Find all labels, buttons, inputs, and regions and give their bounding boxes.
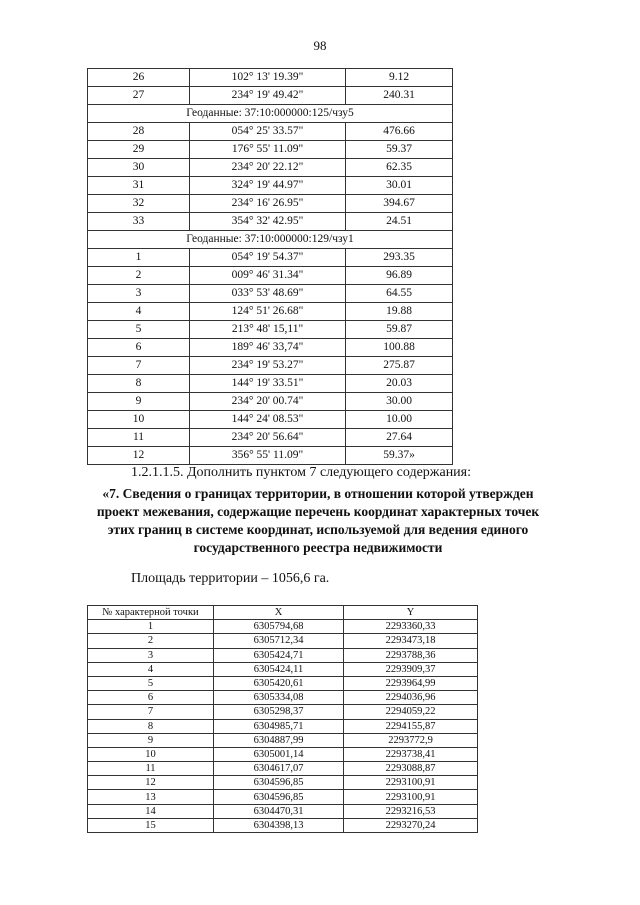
bearing: 234° 20' 22.12" [190, 159, 346, 177]
x-coordinate: 6305001,14 [214, 747, 344, 761]
x-coordinate: 6305334,08 [214, 691, 344, 705]
table-row [88, 762, 478, 776]
point-number: 7 [88, 705, 214, 719]
bearing: 033° 53' 48.69" [190, 285, 346, 303]
table-row [88, 705, 478, 719]
table-row [88, 648, 478, 662]
table-row [88, 177, 453, 195]
table-row [88, 375, 453, 393]
distance: 59.37 [346, 141, 453, 159]
point-number: 15 [88, 818, 214, 832]
distance: 293.35 [346, 249, 453, 267]
table-row [88, 159, 453, 177]
table-row [88, 285, 453, 303]
table-row [88, 719, 478, 733]
distance: 10.00 [346, 411, 453, 429]
area-text: Площадь территории – 1056,6 га. [131, 571, 330, 586]
distance: 30.01 [346, 177, 453, 195]
x-coordinate: 6304596,85 [214, 790, 344, 804]
x-coordinate: 6304617,07 [214, 762, 344, 776]
x-coordinate: 6305712,34 [214, 634, 344, 648]
point-number: 11 [88, 762, 214, 776]
bearing: 009° 46' 31.34" [190, 267, 346, 285]
x-coordinate: 6305424,11 [214, 662, 344, 676]
table-row [88, 195, 453, 213]
distance: 476.66 [346, 123, 453, 141]
point-number: 33 [88, 213, 190, 231]
table-row [88, 676, 478, 690]
column-header: Y [344, 606, 478, 620]
table-row [88, 733, 478, 747]
y-coordinate: 2293100,91 [344, 776, 478, 790]
point-number: 5 [88, 676, 214, 690]
bearing: 356° 55' 11.09" [190, 447, 346, 465]
table-row [88, 321, 453, 339]
distance: 24.51 [346, 213, 453, 231]
point-number: 1 [88, 620, 214, 634]
bearing: 354° 32' 42.95" [190, 213, 346, 231]
point-number: 8 [88, 719, 214, 733]
bearing: 234° 20' 00.74" [190, 393, 346, 411]
point-number: 26 [88, 69, 190, 87]
bearing: 234° 16' 26.95" [190, 195, 346, 213]
distance: 20.03 [346, 375, 453, 393]
bearing-distance-table [87, 68, 453, 465]
y-coordinate: 2293270,24 [344, 818, 478, 832]
distance: 275.87 [346, 357, 453, 375]
table-row [88, 339, 453, 357]
point-number: 29 [88, 141, 190, 159]
distance: 19.88 [346, 303, 453, 321]
distance: 64.55 [346, 285, 453, 303]
bearing: 189° 46' 33,74" [190, 339, 346, 357]
table-row [88, 141, 453, 159]
point-number: 2 [88, 267, 190, 285]
table-row [88, 357, 453, 375]
table-row [88, 429, 453, 447]
geodata-label: Геоданные: 37:10:000000:125/чзу5 [88, 105, 453, 123]
bearing: 176° 55' 11.09" [190, 141, 346, 159]
section-heading: «7. Сведения о границах территории, в отношении которой утвержден проект межевания, содержащие перечень координат характерных точек этих границ в системе координат, используемой для ведения единого государственного реестра недвижимости [96, 486, 540, 555]
point-number: 12 [88, 447, 190, 465]
point-number: 13 [88, 790, 214, 804]
point-number: 1 [88, 249, 190, 267]
coordinates-table [87, 605, 478, 833]
table-row [88, 818, 478, 832]
x-coordinate: 6304470,31 [214, 804, 344, 818]
distance: 240.31 [346, 87, 453, 105]
table-row [88, 776, 478, 790]
y-coordinate: 2293909,37 [344, 662, 478, 676]
point-number: 30 [88, 159, 190, 177]
distance: 100.88 [346, 339, 453, 357]
table-row [88, 69, 453, 87]
point-number: 32 [88, 195, 190, 213]
point-number: 9 [88, 733, 214, 747]
table-row [88, 87, 453, 105]
distance: 59.37» [346, 447, 453, 465]
point-number: 12 [88, 776, 214, 790]
x-coordinate: 6305298,37 [214, 705, 344, 719]
x-coordinate: 6304398,13 [214, 818, 344, 832]
y-coordinate: 2293738,41 [344, 747, 478, 761]
point-number: 3 [88, 648, 214, 662]
point-number: 2 [88, 634, 214, 648]
group-header-row [88, 231, 453, 249]
table-row [88, 634, 478, 648]
bearing: 102° 13' 19.39" [190, 69, 346, 87]
group-header-row [88, 105, 453, 123]
y-coordinate: 2293772,9 [344, 733, 478, 747]
x-coordinate: 6305794,68 [214, 620, 344, 634]
y-coordinate: 2294155,87 [344, 719, 478, 733]
table-row [88, 411, 453, 429]
distance: 27.64 [346, 429, 453, 447]
point-number: 7 [88, 357, 190, 375]
point-number: 8 [88, 375, 190, 393]
point-number: 14 [88, 804, 214, 818]
point-number: 11 [88, 429, 190, 447]
table-row [88, 393, 453, 411]
table-row [88, 303, 453, 321]
distance: 96.89 [346, 267, 453, 285]
x-coordinate: 6304985,71 [214, 719, 344, 733]
table-row [88, 662, 478, 676]
table-row [88, 747, 478, 761]
page-number: 98 [313, 38, 327, 53]
y-coordinate: 2293360,33 [344, 620, 478, 634]
table-row [88, 123, 453, 141]
bearing: 324° 19' 44.97" [190, 177, 346, 195]
point-number: 28 [88, 123, 190, 141]
distance: 59.87 [346, 321, 453, 339]
x-coordinate: 6304596,85 [214, 776, 344, 790]
distance: 9.12 [346, 69, 453, 87]
y-coordinate: 2293788,36 [344, 648, 478, 662]
point-number: 10 [88, 411, 190, 429]
y-coordinate: 2293100,91 [344, 790, 478, 804]
point-number: 10 [88, 747, 214, 761]
amendment-paragraph: 1.2.1.1.5. Дополнить пунктом 7 следующего содержания: [131, 465, 472, 480]
table-row [88, 804, 478, 818]
point-number: 6 [88, 339, 190, 357]
bearing: 144° 19' 33.51" [190, 375, 346, 393]
table-row [88, 249, 453, 267]
bearing: 234° 20' 56.64" [190, 429, 346, 447]
table-row [88, 691, 478, 705]
point-number: 5 [88, 321, 190, 339]
column-header: № характерной точки [88, 606, 214, 620]
bearing: 234° 19' 49.42" [190, 87, 346, 105]
y-coordinate: 2293473,18 [344, 634, 478, 648]
bearing: 054° 19' 54.37" [190, 249, 346, 267]
point-number: 3 [88, 285, 190, 303]
x-coordinate: 6305424,71 [214, 648, 344, 662]
y-coordinate: 2294059,22 [344, 705, 478, 719]
y-coordinate: 2294036,96 [344, 691, 478, 705]
bearing: 124° 51' 26.68" [190, 303, 346, 321]
bearing: 234° 19' 53.27" [190, 357, 346, 375]
point-number: 31 [88, 177, 190, 195]
x-coordinate: 6304887,99 [214, 733, 344, 747]
y-coordinate: 2293088,87 [344, 762, 478, 776]
table-row [88, 790, 478, 804]
column-header: X [214, 606, 344, 620]
geodata-label: Геоданные: 37:10:000000:129/чзу1 [88, 231, 453, 249]
table-row [88, 447, 453, 465]
distance: 394.67 [346, 195, 453, 213]
bearing: 054° 25' 33.57" [190, 123, 346, 141]
table-row [88, 620, 478, 634]
y-coordinate: 2293964,99 [344, 676, 478, 690]
bearing: 144° 24' 08.53" [190, 411, 346, 429]
y-coordinate: 2293216,53 [344, 804, 478, 818]
distance: 62.35 [346, 159, 453, 177]
point-number: 4 [88, 662, 214, 676]
point-number: 9 [88, 393, 190, 411]
x-coordinate: 6305420,61 [214, 676, 344, 690]
table-row [88, 267, 453, 285]
point-number: 4 [88, 303, 190, 321]
table-row [88, 213, 453, 231]
point-number: 27 [88, 87, 190, 105]
distance: 30.00 [346, 393, 453, 411]
point-number: 6 [88, 691, 214, 705]
bearing: 213° 48' 15,11" [190, 321, 346, 339]
